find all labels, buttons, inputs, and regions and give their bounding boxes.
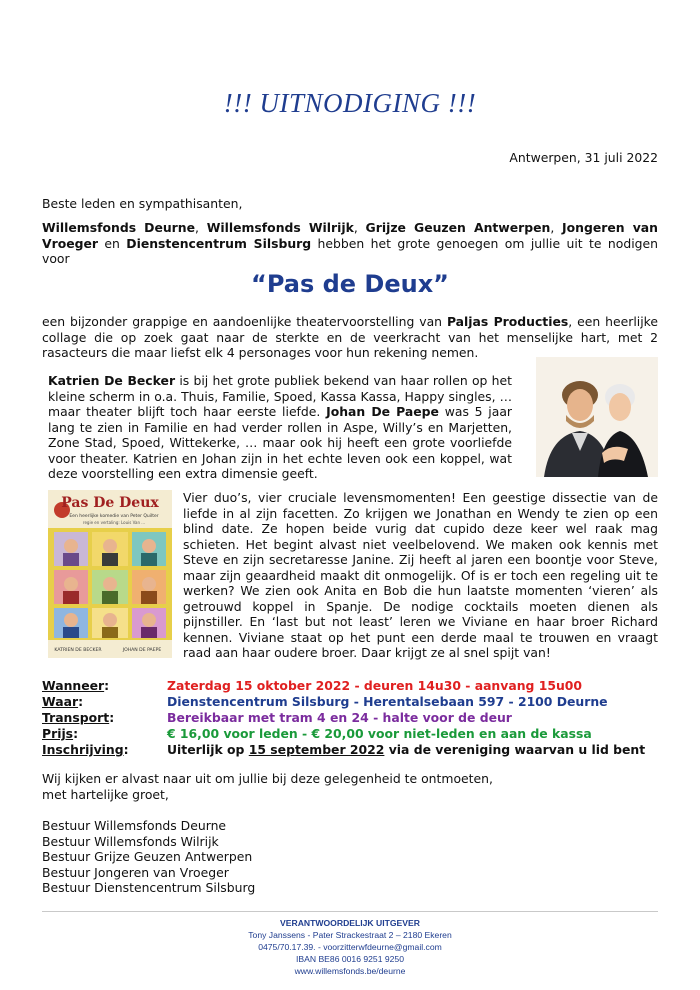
detail-registration xyxy=(42,742,662,758)
separator: , xyxy=(550,220,563,235)
poster-title: Pas De Deux xyxy=(61,495,159,511)
closing-line: Wij kijken er alvast naar uit om jullie bij deze gelegenheid te ontmoeten, xyxy=(42,771,493,786)
reg-text: Uiterlijk op xyxy=(167,742,249,757)
detail-price xyxy=(42,726,662,742)
org-name: Willemsfonds Wilrijk xyxy=(206,220,354,235)
detail-transport xyxy=(42,710,662,726)
footer-heading: VERANTWOORDELIJK UITGEVER xyxy=(280,918,420,928)
description-paragraph xyxy=(42,314,658,361)
colon: : xyxy=(73,726,79,741)
intro-paragraph xyxy=(42,220,658,267)
actor-name: Johan De Paepe xyxy=(326,404,439,419)
actors-photo xyxy=(536,357,658,477)
detail-label: Transport xyxy=(42,710,110,725)
signatures xyxy=(42,818,658,896)
footer-contact: 0475/70.17.39. - voorzitterwfdeurne@gmail.com xyxy=(258,942,442,952)
reg-deadline: 15 september 2022 xyxy=(248,742,385,757)
reg-text: via de vereniging waarvan u lid bent xyxy=(384,742,646,757)
footer-divider xyxy=(42,911,658,912)
poster-subtitle: Een heerlijke komedie van Peter Quilter xyxy=(69,514,159,519)
footer-website: www.willemsfonds.be/deurne xyxy=(294,966,406,976)
org-name: Jongeren van Vroeger xyxy=(42,220,658,251)
detail-label: Wanneer xyxy=(42,678,105,693)
detail-label: Waar xyxy=(42,694,79,709)
colon: : xyxy=(109,710,115,725)
actor-bio: was 5 jaar lang te zien in Familie en had verder rollen in Aspe, Willy’s en Marjetten, Zone Stad, Spoed, Wittekerke, … maar ook hij heeft een grote voorliefde voor theater. Katrien en Johan zijn in het echte leven ook een koppel, wat deze voorstelling een extra dimensie geeft. xyxy=(48,404,513,481)
footer xyxy=(0,917,700,977)
separator: , xyxy=(195,220,207,235)
salutation: Beste leden en sympathisanten, xyxy=(42,196,243,211)
story-paragraph: Vier duo’s, vier cruciale levensmomenten! Een geestige dissectie van de liefde in al zijn facetten. Zo krijgen we Jonathan en Wendy te zien op een blind date. Ze hopen beide vurig dat cupido deze keer wel raak mag schieten. Het begint alvast niet veelbelovend. We maken ook kennis met Steve en zijn secretaresse Janine. Zij heeft al jaren een boontje voor Steve, maar zijn geaardheid maakt dit onmogelijk. Of is er toch een regeling uit te werken? We zien ook Anita en Bob die hun laatste momenten ‘vieren’ als getrouwd koppel in Spanje. De nodige cocktails moeten dienen als pijnstiller. En ‘last but not least’ leren we Viviane en haar broer Richard kennen. Viviane staat op het punt een derde maal te trouwen en vraagt raad aan haar oudere broer. Daar krijgt ze al snel spijt van! xyxy=(183,490,658,660)
detail-value: Zaterdag 15 oktober 2022 - deuren 14u30 - aanvang 15u00 xyxy=(167,678,583,693)
letter-date: Antwerpen, 31 juli 2022 xyxy=(509,150,658,165)
producer-name: Paljas Producties xyxy=(446,314,569,329)
page-title: !!! UITNODIGING !!! xyxy=(223,88,477,118)
signature-line: Bestuur Willemsfonds Deurne xyxy=(42,818,227,833)
poster-credit: regie en vertaling: Louis Van ... xyxy=(82,520,146,525)
actor-bio: is bij het grote publiek bekend van haar rollen op het kleine scherm in o.a. Thuis, Familie, Spoed, Kassa Kassa, Happy singles, … maar theater blijft toch haar eerste liefde. xyxy=(48,373,513,419)
detail-value: Dienstencentrum Silsburg - Herentalsebaan 597 - 2100 Deurne xyxy=(167,694,608,709)
description-text: , een heerlijke collage die op zoek gaat naar de sterkte en de veerkracht van het menselijke hart, met 2 rasacteurs die maar liefst elk 4 personages voor hun rekening nemen. xyxy=(42,314,659,360)
detail-where xyxy=(42,694,662,710)
description-text: een bijzonder grappige en aandoenlijke theatervoorstelling van xyxy=(42,314,447,329)
show-title: “Pas de Deux” xyxy=(251,270,449,298)
signature-line: Bestuur Jongeren van Vroeger xyxy=(42,864,229,880)
signature-line: Bestuur Dienstencentrum Silsburg xyxy=(42,880,256,895)
detail-value xyxy=(167,742,662,758)
poster-actor-right: JOHAN DE PAEPE xyxy=(122,648,162,653)
closing-greeting: met hartelijke groet, xyxy=(42,787,169,802)
separator: , xyxy=(353,220,366,235)
footer-iban: IBAN BE86 0016 9251 9250 xyxy=(296,954,404,964)
detail-value: Bereikbaar met tram 4 en 24 - halte voor de deur xyxy=(167,710,512,725)
detail-value: € 16,00 voor leden - € 20,00 voor niet-leden en aan de kassa xyxy=(167,726,592,741)
org-name: Dienstencentrum Silsburg xyxy=(126,235,312,251)
footer-address: Tony Janssens - Pater Strackestraat 2 – 2180 Ekeren xyxy=(248,930,452,940)
org-name: Grijze Geuzen Antwerpen xyxy=(365,220,551,235)
actor-name: Katrien De Becker xyxy=(48,373,176,388)
detail-label: Prijs xyxy=(42,726,74,741)
colon: : xyxy=(78,694,84,709)
poster-actor-left: KATRIEN DE BECKER xyxy=(54,648,102,653)
org-name: Willemsfonds Deurne xyxy=(42,220,196,235)
invite-text: hebben het grote genoegen om jullie uit te nodigen voor xyxy=(42,235,658,266)
event-details xyxy=(42,678,662,758)
actors-paragraph xyxy=(48,373,512,482)
detail-when xyxy=(42,678,662,694)
show-poster xyxy=(48,490,172,658)
colon: : xyxy=(104,678,110,693)
separator: en xyxy=(98,235,127,251)
signature-line: Bestuur Willemsfonds Wilrijk xyxy=(42,833,219,849)
signature-line: Bestuur Grijze Geuzen Antwerpen xyxy=(42,849,253,864)
colon: : xyxy=(123,742,129,757)
detail-label: Inschrijving xyxy=(42,742,124,757)
